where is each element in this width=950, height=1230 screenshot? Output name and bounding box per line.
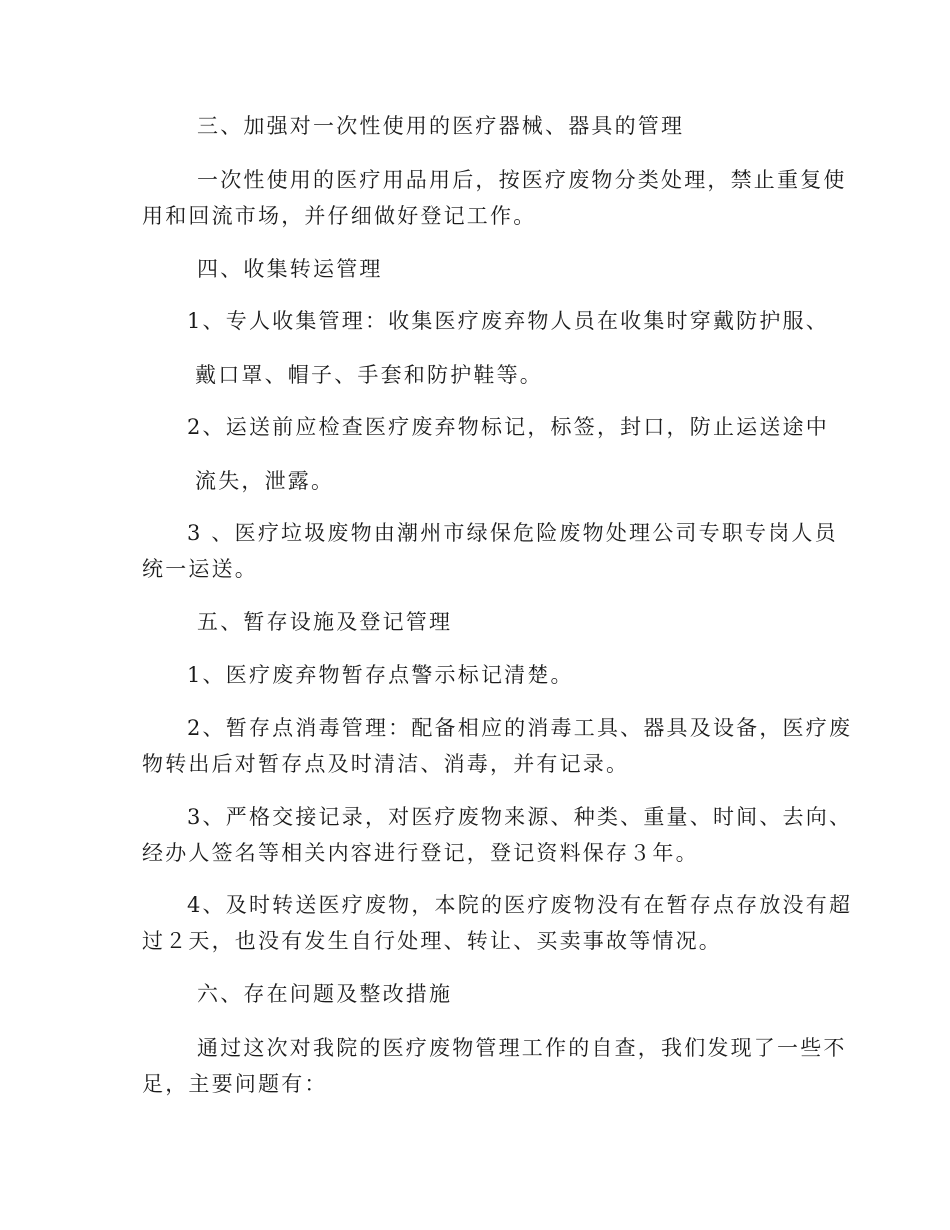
section-4-item-2-line-1: 2、运送前应检查医疗废弃物标记，标签，封口，防止运送途中 <box>187 415 829 439</box>
section-5-item-2-line-2: 物转出后对暂存点及时清洁、消毒，并有记录。 <box>142 752 630 776</box>
section-4-item-1-line-1: 1、专人收集管理：收集医疗废弃物人员在收集时穿戴防护服、 <box>187 309 829 333</box>
section-3-heading: 三、加强对一次性使用的医疗器械、器具的管理 <box>197 114 685 138</box>
section-6-heading: 六、存在问题及整改措施 <box>197 982 453 1006</box>
section-4-item-2-line-2: 流失，泄露。 <box>195 469 335 493</box>
section-4-item-1-line-2: 戴口罩、帽子、手套和防护鞋等。 <box>195 363 543 387</box>
section-6-paragraph-line-1: 通过这次对我院的医疗废物管理工作的自查，我们发现了一些不 <box>197 1036 847 1060</box>
section-5-item-2-line-1: 2、暂存点消毒管理：配备相应的消毒工具、器具及设备，医疗废 <box>187 716 853 740</box>
section-5-item-4-line-2: 过２天，也没有发生自行处理、转让、买卖事故等情况。 <box>142 929 722 953</box>
section-5-heading: 五、暂存设施及登记管理 <box>197 610 453 634</box>
section-3-paragraph-line-1: 一次性使用的医疗用品用后，按医疗废物分类处理，禁止重复使 <box>197 168 847 192</box>
section-5-item-3-line-1: 3、严格交接记录，对医疗废物来源、种类、重量、时间、去向、 <box>187 805 853 829</box>
section-4-heading: 四、收集转运管理 <box>197 257 383 281</box>
section-5-item-3-line-2: 经办人签名等相关内容进行登记，登记资料保存３年。 <box>142 841 699 865</box>
section-5-item-1-line-1: 1、医疗废弃物暂存点警示标记清楚。 <box>187 663 574 687</box>
section-4-item-3-line-1: 3 、医疗垃圾废物由潮州市绿保危险废物处理公司专职专岗人员 <box>187 521 838 545</box>
section-4-item-3-line-2: 统一运送。 <box>142 557 258 581</box>
section-6-paragraph-line-2: 足，主要问题有： <box>142 1072 328 1096</box>
section-5-item-4-line-1: 4、及时转送医疗废物，本院的医疗废物没有在暂存点存放没有超 <box>187 893 853 917</box>
section-3-paragraph-line-2: 用和回流市场，并仔细做好登记工作。 <box>142 204 537 228</box>
